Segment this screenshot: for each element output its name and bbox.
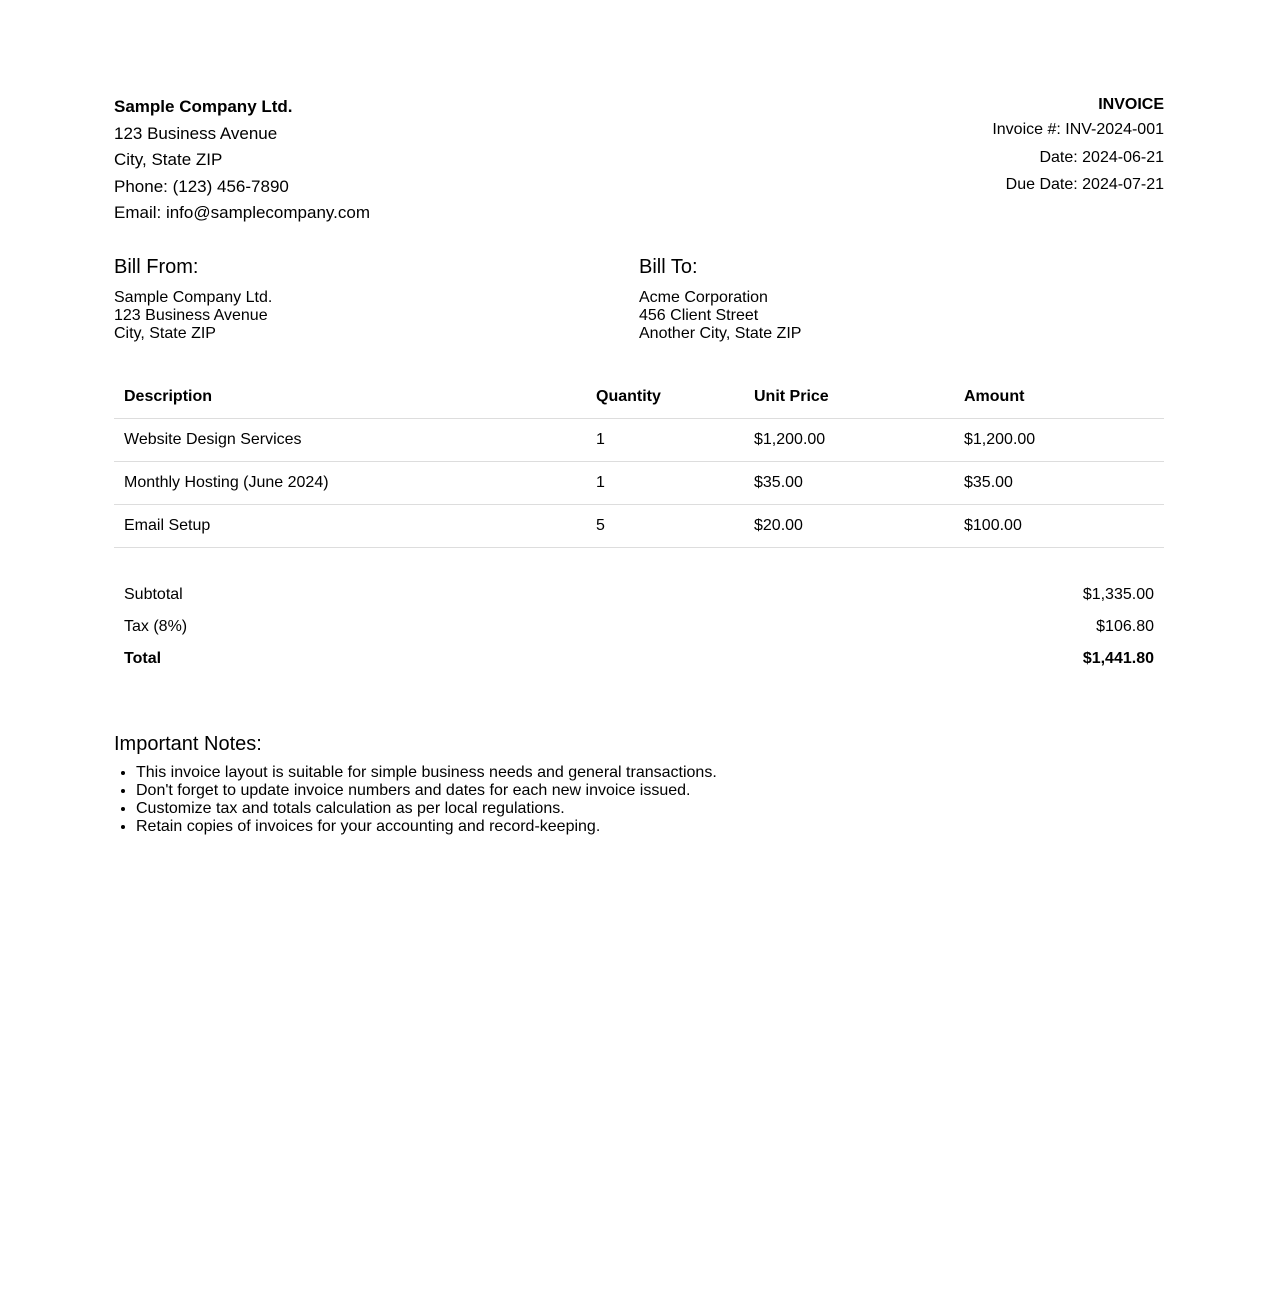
company-city: City, State ZIP	[114, 150, 223, 169]
bill-to-line: Acme Corporation	[639, 288, 768, 306]
total-row	[114, 643, 1164, 675]
company-name: Sample Company Ltd.	[114, 97, 293, 116]
invoice-header	[114, 94, 1164, 227]
invoice-meta	[992, 94, 1164, 199]
table-row	[114, 504, 1164, 547]
item-unit-price: $20.00	[744, 504, 954, 547]
item-amount: $100.00	[954, 504, 1164, 547]
list-item: • Don't forget to update invoice numbers and dates for each new invoice issued.	[136, 782, 1164, 800]
subtotal-label: Subtotal	[124, 585, 183, 603]
total-value: $1,441.80	[1082, 649, 1154, 667]
list-item: • Retain copies of invoices for your accounting and record-keeping.	[136, 818, 1164, 836]
bill-from-address	[114, 289, 639, 343]
company-phone: Phone: (123) 456-7890	[114, 176, 289, 196]
item-quantity: 5	[586, 504, 744, 547]
invoice-number: Invoice #: INV-2024-001	[992, 121, 1164, 138]
column-header-quantity: Quantity	[586, 376, 744, 419]
bill-to-heading: Bill To:	[639, 255, 698, 278]
item-description: Website Design Services	[114, 418, 586, 461]
bill-from-line: Sample Company Ltd.	[114, 288, 273, 306]
bill-from-line: 123 Business Avenue	[114, 306, 268, 324]
bill-to-line: Another City, State ZIP	[639, 324, 802, 342]
table-row	[114, 461, 1164, 504]
invoice-page	[114, 94, 1164, 836]
table-header-row	[114, 376, 1164, 419]
bill-to-address	[639, 289, 1164, 343]
list-item: • This invoice layout is suitable for simple business needs and general transactions.	[136, 764, 1164, 782]
item-quantity: 1	[586, 461, 744, 504]
column-header-amount: Amount	[954, 376, 1164, 419]
invoice-title: INVOICE	[1098, 96, 1164, 113]
subtotal-value: $1,335.00	[1082, 585, 1154, 603]
tax-row	[114, 611, 1164, 643]
company-email: Email: info@samplecompany.com	[114, 203, 370, 222]
total-label: Total	[124, 649, 162, 667]
bill-from-heading: Bill From:	[114, 255, 199, 278]
list-item: • Customize tax and totals calculation as per local regulations.	[136, 800, 1164, 818]
bill-to-section	[639, 253, 1164, 343]
item-amount: $1,200.00	[954, 418, 1164, 461]
table-row	[114, 418, 1164, 461]
subtotal-row	[114, 579, 1164, 611]
item-unit-price: $1,200.00	[744, 418, 954, 461]
invoice-date: Date: 2024-06-21	[1039, 148, 1164, 166]
company-address: 123 Business Avenue	[114, 123, 278, 143]
invoice-due-date: Due Date: 2024-07-21	[1005, 176, 1164, 193]
totals-table	[114, 579, 1164, 675]
bill-from-section	[114, 253, 639, 343]
notes-list	[114, 764, 1164, 836]
column-header-description: Description	[114, 376, 586, 419]
item-description: Monthly Hosting (June 2024)	[114, 461, 586, 504]
item-description: Email Setup	[114, 504, 586, 547]
item-amount: $35.00	[954, 461, 1164, 504]
company-info	[114, 94, 370, 227]
column-header-unit-price: Unit Price	[744, 376, 954, 419]
notes-heading: Important Notes:	[114, 732, 262, 755]
bill-from-line: City, State ZIP	[114, 324, 216, 342]
item-quantity: 1	[586, 418, 744, 461]
billing-parties	[114, 253, 1164, 343]
tax-value: $106.80	[1096, 617, 1154, 635]
line-items-table	[114, 376, 1164, 548]
bill-to-line: 456 Client Street	[639, 306, 759, 324]
notes-section	[114, 730, 1164, 836]
item-unit-price: $35.00	[744, 461, 954, 504]
tax-label: Tax (8%)	[124, 617, 188, 635]
